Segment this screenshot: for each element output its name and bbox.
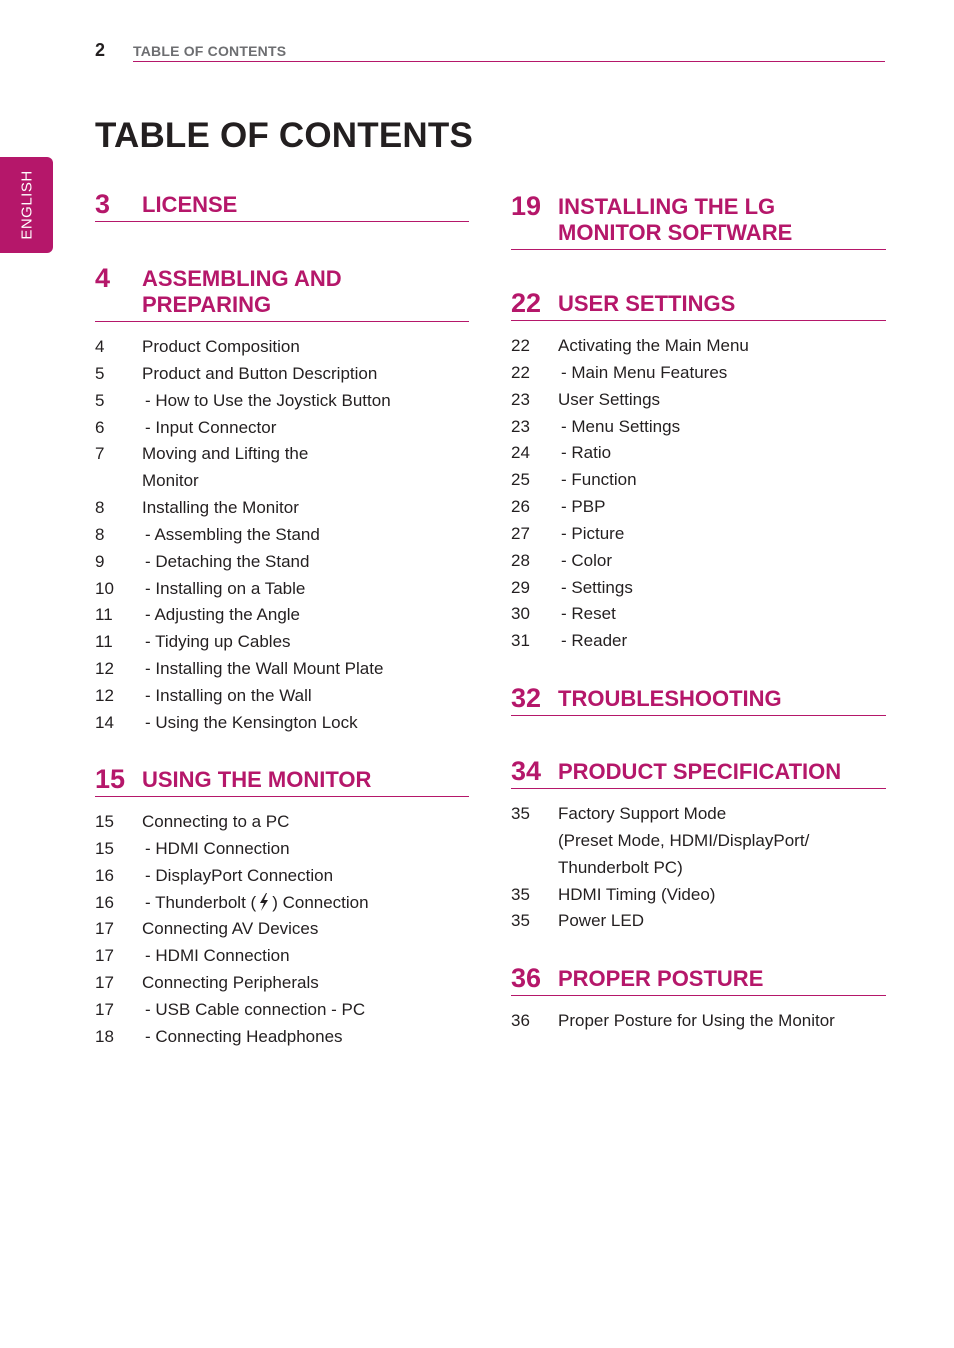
entry-list — [511, 801, 886, 935]
entry-page: 12 — [95, 685, 114, 705]
section-title-line-1: ASSEMBLING AND — [142, 266, 342, 291]
entry-page: 35 — [511, 884, 530, 904]
toc-subentry[interactable] — [95, 549, 469, 576]
entry-list — [511, 1008, 886, 1035]
entry-text: Product Composition — [142, 337, 300, 356]
entry-page: 6 — [95, 417, 105, 437]
toc-subentry[interactable] — [95, 710, 469, 737]
section-title: PROPER POSTURE — [558, 966, 764, 991]
entry-text: Factory Support Mode — [558, 804, 727, 823]
toc-entry[interactable] — [95, 495, 469, 522]
toc-entry[interactable] — [95, 809, 469, 836]
section-number: 32 — [511, 683, 542, 713]
section-heading[interactable] — [511, 288, 886, 321]
entry-page: 23 — [511, 389, 530, 409]
toc-entry[interactable] — [511, 801, 886, 828]
entry-page: 12 — [95, 659, 114, 679]
entry-text: - HDMI Connection — [145, 836, 290, 863]
entry-text: HDMI Timing (Video) — [558, 884, 716, 904]
entry-page: 14 — [95, 712, 114, 732]
section-license — [95, 189, 469, 222]
entry-page: 26 — [511, 497, 530, 517]
section-number: 4 — [95, 263, 111, 293]
toc-entry[interactable] — [95, 970, 469, 997]
section-title-line-1: INSTALLING THE LG — [558, 194, 776, 219]
entry-page: 22 — [511, 362, 530, 382]
toc-entry[interactable] — [95, 916, 469, 943]
entry-text: Moving and Lifting the — [142, 444, 309, 464]
entry-list — [95, 334, 469, 737]
entry-page: 25 — [511, 470, 530, 490]
toc-entry[interactable] — [511, 387, 886, 414]
toc-subentry[interactable] — [95, 415, 469, 442]
section-troubleshooting — [511, 683, 886, 716]
entry-page: 8 — [95, 524, 105, 544]
page-number: 2 — [95, 40, 106, 60]
toc-entry[interactable] — [95, 334, 469, 361]
toc-subentry[interactable] — [511, 414, 886, 441]
entry-text: Connecting Peripherals — [142, 973, 319, 993]
entry-text: - Using the Kensington Lock — [145, 710, 358, 737]
toc-entry-continuation[interactable] — [511, 828, 886, 855]
toc-entry[interactable] — [511, 908, 886, 935]
language-tab — [0, 157, 53, 253]
entry-text-after: ) Connection — [272, 892, 369, 912]
entry-page: 15 — [95, 838, 114, 858]
toc-subentry[interactable] — [95, 997, 469, 1024]
entry-text: - Installing the Wall Mount Plate — [145, 656, 383, 683]
entry-text: Connecting to a PC — [142, 812, 290, 831]
section-assembling — [95, 263, 469, 737]
page-title: TABLE OF CONTENTS — [95, 116, 474, 155]
toc-subentry[interactable] — [511, 521, 886, 548]
entry-text: - Connecting Headphones — [145, 1024, 343, 1051]
entry-text: - Menu Settings — [561, 414, 680, 441]
entry-page: 17 — [95, 919, 114, 939]
section-product-specification — [511, 756, 886, 935]
toc-subentry[interactable] — [511, 467, 886, 494]
entry-list — [511, 333, 886, 655]
entry-page: 11 — [95, 605, 113, 625]
section-number: 15 — [95, 764, 126, 794]
section-number: 22 — [511, 288, 542, 318]
toc-subentry[interactable] — [95, 890, 469, 917]
entry-page: 5 — [95, 390, 105, 410]
entry-text — [145, 890, 369, 917]
entry-page: 30 — [511, 604, 530, 624]
entry-text: Power LED — [558, 911, 644, 931]
header-rule — [133, 61, 885, 62]
entry-page: 18 — [95, 1026, 114, 1046]
toc-subentry[interactable] — [95, 629, 469, 656]
entry-text: - Detaching the Stand — [145, 549, 309, 576]
section-heading[interactable] — [511, 191, 886, 250]
running-header-title: TABLE OF CONTENTS — [133, 43, 287, 59]
entry-page: 7 — [95, 444, 105, 464]
entry-page: 4 — [95, 337, 105, 356]
section-title-line-2: MONITOR SOFTWARE — [558, 220, 793, 245]
toc-entry-continuation[interactable] — [511, 855, 886, 882]
toc-subentry[interactable] — [95, 576, 469, 603]
toc-subentry[interactable] — [511, 440, 886, 467]
entry-text: - DisplayPort Connection — [145, 863, 333, 890]
entry-text: Monitor — [142, 471, 199, 491]
language-tab-label: ENGLISH — [18, 170, 35, 240]
section-title: TROUBLESHOOTING — [558, 686, 782, 711]
toc-subentry[interactable] — [511, 548, 886, 575]
entry-text: (Preset Mode, HDMI/DisplayPort/ — [558, 830, 810, 850]
entry-page: 16 — [95, 865, 114, 885]
section-heading[interactable] — [511, 756, 886, 789]
section-installing-software — [511, 191, 886, 250]
entry-page: 16 — [95, 892, 114, 912]
toc-subentry[interactable] — [511, 360, 886, 387]
entry-text: Thunderbolt PC) — [558, 857, 683, 877]
entry-page: 10 — [95, 578, 114, 598]
toc-subentry[interactable] — [95, 836, 469, 863]
entry-page: 8 — [95, 498, 105, 518]
entry-text: Product and Button Description — [142, 363, 378, 383]
toc-subentry[interactable] — [511, 494, 886, 521]
section-title: PRODUCT SPECIFICATION — [558, 759, 842, 784]
entry-page: 5 — [95, 363, 105, 383]
entry-page: 17 — [95, 946, 114, 966]
entry-page: 31 — [511, 631, 530, 651]
toc-entry[interactable] — [511, 882, 886, 909]
toc-subentry[interactable] — [95, 522, 469, 549]
toc-subentry[interactable] — [95, 602, 469, 629]
entry-text: User Settings — [558, 389, 661, 409]
entry-text: - Main Menu Features — [561, 360, 727, 387]
entry-text: - Ratio — [561, 440, 611, 467]
entry-text: - Settings — [561, 575, 633, 602]
entry-text: - PBP — [561, 494, 605, 521]
entry-page: 36 — [511, 1011, 530, 1030]
section-title: USER SETTINGS — [558, 291, 736, 316]
entry-text: - Reader — [561, 628, 627, 655]
entry-text: - Tidying up Cables — [145, 629, 291, 656]
section-title: USING THE MONITOR — [142, 767, 372, 792]
thunderbolt-icon — [257, 892, 271, 912]
section-user-settings — [511, 288, 886, 655]
section-title-line-2: PREPARING — [142, 292, 272, 317]
entry-text: - Assembling the Stand — [145, 522, 320, 549]
section-number: 19 — [511, 191, 542, 221]
toc-entry-continuation[interactable] — [95, 468, 469, 495]
entry-page: 24 — [511, 443, 530, 463]
section-heading[interactable] — [511, 683, 886, 716]
section-number: 36 — [511, 963, 542, 993]
entry-page: 35 — [511, 911, 530, 931]
entry-page: 28 — [511, 550, 530, 570]
entry-list — [95, 809, 469, 1051]
toc-subentry[interactable] — [511, 628, 886, 655]
section-heading[interactable] — [95, 189, 469, 222]
entry-page: 22 — [511, 336, 530, 355]
section-using-the-monitor — [95, 764, 469, 1051]
entry-text-before: Thunderbolt ( — [155, 892, 257, 912]
entry-page: 9 — [95, 551, 105, 571]
toc-entry[interactable] — [511, 1008, 886, 1035]
entry-page: 35 — [511, 804, 530, 823]
section-number: 34 — [511, 756, 542, 786]
toc-subentry[interactable] — [95, 683, 469, 710]
entry-page: 29 — [511, 577, 530, 597]
entry-text: Proper Posture for Using the Monitor — [558, 1011, 835, 1030]
entry-text: - Installing on the Wall — [145, 683, 312, 710]
toc-subentry[interactable] — [95, 943, 469, 970]
entry-text: - Picture — [561, 521, 624, 548]
toc-subentry[interactable] — [511, 575, 886, 602]
running-header — [95, 38, 885, 62]
entry-page: 15 — [95, 812, 114, 831]
toc-entry[interactable] — [511, 333, 886, 360]
toc-subentry[interactable] — [95, 1024, 469, 1051]
entry-text: - Color — [561, 548, 612, 575]
entry-text: - Function — [561, 467, 637, 494]
section-heading[interactable] — [95, 764, 469, 797]
entry-text: - Reset — [561, 601, 616, 628]
entry-text: Connecting AV Devices — [142, 919, 319, 939]
entry-text: - Installing on a Table — [145, 576, 305, 603]
toc-subentry[interactable] — [95, 656, 469, 683]
entry-page: 23 — [511, 416, 530, 436]
entry-text: - USB Cable connection - PC — [145, 997, 365, 1024]
entry-page: 17 — [95, 999, 114, 1019]
entry-text: Installing the Monitor — [142, 498, 299, 518]
toc-subentry[interactable] — [95, 388, 469, 415]
entry-text: - HDMI Connection — [145, 943, 290, 970]
entry-page: 27 — [511, 523, 530, 543]
entry-text: - Input Connector — [145, 415, 276, 442]
toc-subentry[interactable] — [511, 601, 886, 628]
entry-page: 17 — [95, 973, 114, 993]
section-heading[interactable] — [95, 263, 469, 322]
section-heading[interactable] — [511, 963, 886, 996]
section-proper-posture — [511, 963, 886, 1035]
section-title: LICENSE — [142, 192, 238, 217]
entry-text: Activating the Main Menu — [558, 336, 749, 355]
entry-page: 11 — [95, 632, 113, 652]
entry-text: - How to Use the Joystick Button — [145, 388, 391, 415]
toc-subentry[interactable] — [95, 863, 469, 890]
section-number: 3 — [95, 189, 111, 219]
toc-entry[interactable] — [95, 361, 469, 388]
entry-text: - Adjusting the Angle — [145, 602, 300, 629]
toc-entry[interactable] — [95, 441, 469, 468]
